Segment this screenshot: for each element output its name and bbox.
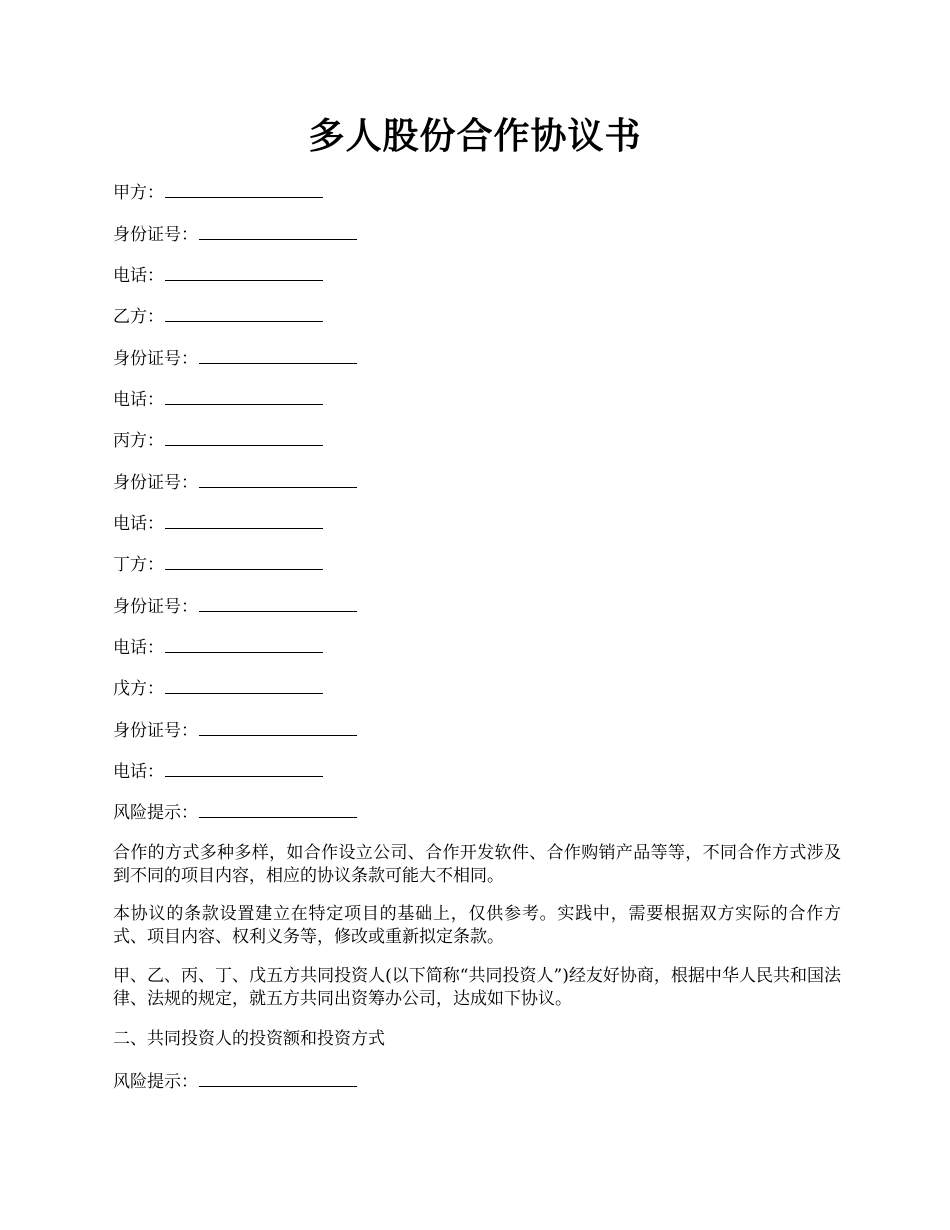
- field-label: 身份证号：: [113, 225, 198, 245]
- fill-in-blank: [165, 263, 323, 281]
- fill-in-blank: [165, 676, 323, 694]
- party-e-field: [113, 676, 323, 701]
- document-title: 多人股份合作协议书: [308, 115, 642, 157]
- phone-field: [113, 387, 323, 412]
- fill-in-blank: [199, 718, 357, 736]
- paragraph-agreement-intro: 甲、乙、丙、丁、戊五方共同投资人(以下简称“共同投资人”)经友好协商，根据中华人民共和国法律、法规的规定，就五方共同出资筹办公司，达成如下协议。: [113, 966, 841, 1009]
- risk-warning-field: [113, 1069, 357, 1094]
- fill-in-blank: [165, 635, 323, 653]
- section-heading: 二、共同投资人的投资额和投资方式: [113, 1029, 385, 1049]
- field-label: 身份证号：: [113, 597, 198, 617]
- field-label: 身份证号：: [113, 349, 198, 369]
- party-b-field: [113, 304, 323, 329]
- fill-in-blank: [165, 428, 323, 446]
- id-number-field: [113, 222, 357, 247]
- field-label: 丁方：: [113, 555, 164, 575]
- fill-in-blank: [165, 552, 323, 570]
- id-number-field: [113, 346, 357, 371]
- paragraph-cooperation-methods: 合作的方式多种多样，如合作设立公司、合作开发软件、合作购销产品等等，不同合作方式涉及到不同的项目内容，相应的协议条款可能大不相同。: [113, 843, 841, 886]
- field-label: 风险提示：: [113, 1072, 198, 1092]
- field-label: 身份证号：: [113, 473, 198, 493]
- field-label: 身份证号：: [113, 721, 198, 741]
- phone-field: [113, 759, 323, 784]
- risk-warning-field: [113, 800, 357, 825]
- fill-in-blank: [199, 346, 357, 364]
- party-d-field: [113, 552, 323, 577]
- party-a-field: [113, 180, 323, 205]
- fill-in-blank: [165, 759, 323, 777]
- field-label: 风险提示：: [113, 803, 198, 823]
- fill-in-blank: [165, 511, 323, 529]
- fill-in-blank: [199, 470, 357, 488]
- field-label: 电话：: [113, 390, 164, 410]
- fill-in-blank: [165, 387, 323, 405]
- field-label: 电话：: [113, 638, 164, 658]
- phone-field: [113, 263, 323, 288]
- field-label: 戊方：: [113, 679, 164, 699]
- field-label: 丙方：: [113, 431, 164, 451]
- fill-in-blank: [199, 800, 357, 818]
- fill-in-blank: [165, 304, 323, 322]
- fill-in-blank: [199, 1069, 357, 1087]
- id-number-field: [113, 470, 357, 495]
- phone-field: [113, 635, 323, 660]
- field-label: 电话：: [113, 514, 164, 534]
- fill-in-blank: [199, 222, 357, 240]
- fill-in-blank: [165, 180, 323, 198]
- field-label: 电话：: [113, 266, 164, 286]
- fill-in-blank: [199, 594, 357, 612]
- id-number-field: [113, 718, 357, 743]
- paragraph-reference-note: 本协议的条款设置建立在特定项目的基础上，仅供参考。实践中，需要根据双方实际的合作方式、项目内容、权利义务等，修改或重新拟定条款。: [113, 904, 841, 947]
- field-label: 电话：: [113, 762, 164, 782]
- phone-field: [113, 511, 323, 536]
- party-c-field: [113, 428, 323, 453]
- field-label: 甲方：: [113, 183, 164, 203]
- id-number-field: [113, 594, 357, 619]
- field-label: 乙方：: [113, 307, 164, 327]
